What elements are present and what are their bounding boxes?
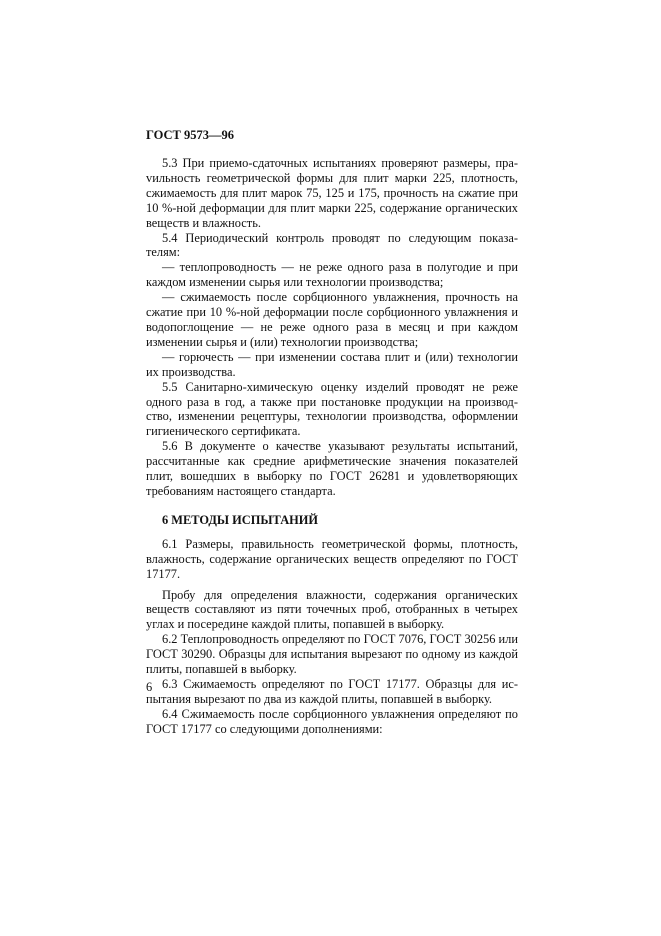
paragraph-5-5: 5.5 Санитарно-химическую оценку изделий проводят не реже одного раза в год, а также при постановке продукции на производство, изменении рецептуры, технологии производства, оформлении гигиенического сертификата. [146,379,518,439]
paragraph-6-1: 6.1 Размеры, правильность геометрической формы, плотность, влажность, содержание органических веществ определяют по ГОСТ 17177. [146,536,518,581]
list-item-flammability: — горючесть — при изменении состава плит и (или) технологии их производства. [146,349,518,379]
section-6-title: 6 МЕТОДЫ ИСПЫТАНИЙ [162,512,319,527]
paragraph-sampling: Пробу для определения влажности, содержания органических веществ составляют из пяти точечных проб, отобранных в четырех углах и посередине каждой плиты, попавшей в выборку. [146,587,518,632]
paragraph-6-4: 6.4 Сжимаемость после сорбционного увлажнения определяют по ГОСТ 17177 со следующими дополнениями: [146,706,518,736]
paragraph-5-6: 5.6 В документе о качестве указывают результаты испытаний, рассчитанные как средние арифметические значения показателей плит, вошедших в выборку по ГОСТ 26281 и удовлетворяющих требованиям настоящего стандарта. [146,439,518,498]
paragraph-6-3: 6.3 Сжимаемость определяют по ГОСТ 17177. Образцы для испытания вырезают по два из каждой плиты, попавшей в выборку. [146,677,518,706]
page-number: 6 [146,680,153,694]
list-item-compressibility: — сжимаемость после сорбционного увлажнения, прочность на сжатие при 10 %-ной деформации после сорбционного увлажнения и водопоглощение — не реже одного раза в месяц и при каждом изменении сырья и (или) технологии производства; [146,290,518,349]
paragraph-5-3: 5.3 При приемо-сдаточных испытаниях проверяют размеры, праvильность геометрической формы для плит марки 225, плотность, сжимаемость для плит марок 75, 125 и 175, прочность на сжатие при 10 %-ной деформации для плит марки 225, содержание органических веществ и влажность. [146,156,518,230]
paragraph-5-4: 5.4 Периодический контроль проводят по следующим показателям: [146,230,518,260]
document-header: ГОСТ 9573—96 [146,128,235,142]
list-item-thermal-conductivity: — теплопроводность — не реже одного раза в полугодие и при каждом изменении сырья или технологии производства; [146,260,518,290]
paragraph-6-2: 6.2 Теплопроводность определяют по ГОСТ 7076, ГОСТ 30256 или ГОСТ 30290. Образцы для испытания вырезают по одному из каждой плиты, попавшей в выборку. [146,632,518,677]
document-page [146,128,518,737]
